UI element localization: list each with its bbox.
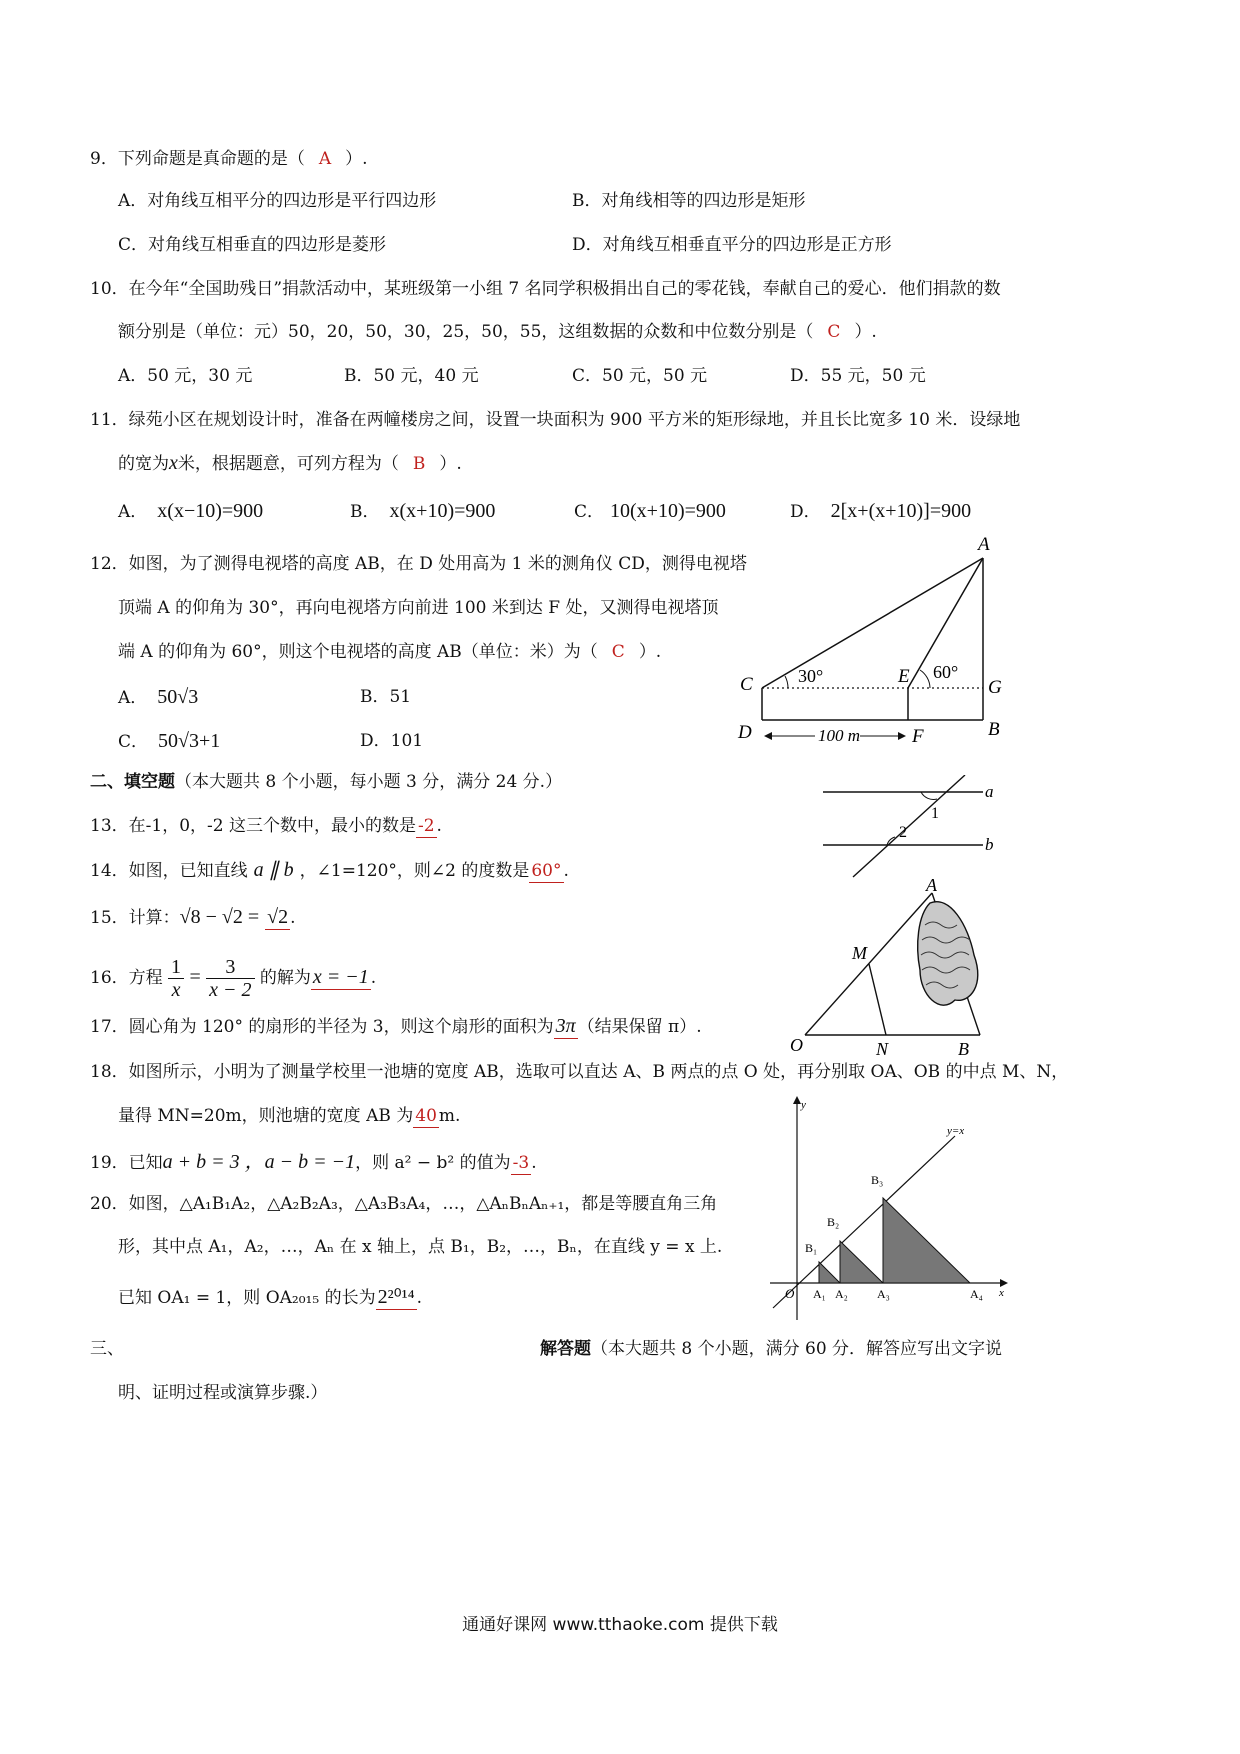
q10-line2: 额分别是（单位：元）50，20，50，30，25，50，55，这组数据的众数和中位数分别是（ C ）. [118, 322, 877, 342]
q14-answer: 60° [531, 861, 562, 881]
q10-option-b: B．50 元，40 元 [344, 366, 479, 386]
q14-label-a: a [985, 782, 994, 801]
q12-angle-60: 60° [933, 662, 959, 682]
q20-answer: 2²⁰¹⁴ [377, 1286, 415, 1308]
q19: 19．已知a + b = 3 ，a − b = −1，则 a² − b² 的值为 -3 . [90, 1151, 537, 1173]
q20-axis-y: y [801, 1099, 806, 1111]
q20-line-label: y=x [947, 1125, 965, 1137]
section3-line2: 明、证明过程或演算步骤.） [118, 1383, 328, 1403]
q20-label-a3: A₃ [877, 1287, 890, 1301]
q20-label-b1: B₁ [805, 1241, 818, 1255]
q19-answer: -3 [512, 1153, 530, 1173]
q17: 17．圆心角为 120° 的扇形的半径为 3，则这个扇形的面积为 3π （结果保留 π）. [90, 1015, 702, 1037]
q20-origin: O [785, 1286, 795, 1301]
q20-figure [765, 1090, 1020, 1325]
q11-option-c: C． 10(x+10)=900 [574, 500, 726, 522]
q12-label-b: B [988, 719, 1000, 740]
footer: 通通好课网 www.tthaoke.com 提供下载 [462, 1615, 778, 1635]
q18-label-o: O [790, 1035, 803, 1055]
q15-answer: √2 [267, 906, 289, 928]
q14-angle-1: 1 [931, 805, 939, 822]
q12-angle-30: 30° [798, 666, 824, 686]
q18-label-n: N [876, 1039, 889, 1059]
q18-line1: 18．如图所示，小明为了测量学校里一池塘的宽度 AB，选取可以直达 A、B 两点的点 O 处，再分别取 OA、OB 的中点 M、N， [90, 1062, 1069, 1082]
q12-figure [730, 530, 1030, 750]
q16-frac-left: $\frac{1}{x}$ [168, 956, 184, 1001]
q12-label-g: G [988, 677, 1002, 698]
q10-option-a: A．50 元，30 元 [118, 366, 253, 386]
q11-line2: 的宽为x米，根据题意，可列方程为（ B ）. [118, 452, 462, 474]
q9-option-b: B．对角线相等的四边形是矩形 [572, 191, 806, 211]
q12-label-f: F [912, 726, 924, 747]
q14: 14．如图，已知直线 a ∥ b ，∠1=120°，则∠2 的度数是 60° . [90, 859, 569, 881]
q16-answer: x = −1 [312, 966, 369, 988]
q13-answer: -2 [417, 816, 435, 836]
q14-angle-2: 2 [899, 824, 907, 841]
q10-option-d: D．55 元，50 元 [790, 366, 926, 386]
q12-option-a: A． 50√3 [118, 686, 199, 708]
q20-label-a4: A₄ [970, 1287, 983, 1301]
q12-answer: C [611, 642, 625, 662]
q9-option-a: A．对角线互相平分的四边形是平行四边形 [118, 191, 437, 211]
q12-label-e: E [898, 666, 910, 687]
q9-answer: A [318, 149, 332, 169]
q9-option-d: D．对角线互相垂直平分的四边形是正方形 [572, 235, 892, 255]
q18-label-m: M [852, 943, 867, 963]
q10-option-c: C．50 元，50 元 [572, 366, 708, 386]
q10-answer: C [827, 322, 841, 342]
q11-option-b: B． x(x+10)=900 [350, 500, 496, 522]
q9-stem: 9．下列命题是真命题的是（ A ）. [90, 149, 368, 169]
q20-line2: 形，其中点 A₁，A₂，…，Aₙ 在 x 轴上，点 B₁，B₂，…，Bₙ，在直线 y = x 上. [118, 1237, 723, 1257]
q11-option-d: D． 2[x+(x+10)]=900 [790, 500, 972, 522]
section3-header: 解答题（本大题共 8 个小题，满分 60 分．解答应写出文字说 [540, 1339, 1003, 1359]
q11-option-a: A． x(x−10)=900 [118, 500, 264, 522]
q18-label-a: A [926, 875, 937, 895]
q12-line1: 12．如图，为了测得电视塔的高度 AB，在 D 处用高为 1 米的测角仪 CD，测得电视塔 [90, 554, 747, 574]
q14-label-b: b [985, 835, 994, 854]
q12-dist: 100 m [818, 726, 861, 745]
section2-header: 二、填空题（本大题共 8 个小题，每小题 3 分，满分 24 分.） [90, 772, 563, 792]
q9-option-c: C．对角线互相垂直的四边形是菱形 [118, 235, 387, 255]
q12-label-c: C [740, 674, 753, 695]
q20-label-a1: A₁ [813, 1287, 826, 1301]
q11-answer: B [412, 454, 426, 474]
q14-figure [815, 775, 1015, 885]
q20-axis-x: x [999, 1287, 1004, 1299]
q20-line1: 20．如图，△A₁B₁A₂，△A₂B₂A₃，△A₃B₃A₄，…，△AₙBₙAₙ₊₁，都是等腰直角三角 [90, 1194, 718, 1214]
q12-option-b: B．51 [360, 687, 412, 707]
q20-line3: 已知 OA₁ = 1，则 OA₂₀₁₅ 的长为 2²⁰¹⁴ . [118, 1286, 422, 1308]
q12-option-c: C． 50√3+1 [118, 730, 221, 752]
q18-line2: 量得 MN=20m，则池塘的宽度 AB 为 40 m. [118, 1106, 461, 1126]
q12-option-d: D．101 [360, 731, 424, 751]
q12-label-a: A [978, 534, 990, 555]
q10-line1: 10．在今年“全国助残日”捐款活动中，某班级第一小组 7 名同学积极捐出自己的零花钱，奉献自己的爱心．他们捐款的数 [90, 279, 1001, 299]
q18-label-b: B [958, 1039, 969, 1059]
q12-line3: 端 A 的仰角为 60°，则这个电视塔的高度 AB（单位：米）为（ C ）. [118, 642, 662, 662]
q17-answer: 3π [555, 1015, 576, 1037]
q16: 16．方程 $\frac{1}{x}$ = $\frac{3}{x - 2}$ 的解为 x = −1 . [90, 956, 377, 1001]
q20-label-b2: B₂ [827, 1215, 840, 1229]
section3-number: 三、 [90, 1339, 124, 1359]
q18-figure [780, 875, 995, 1060]
q11-line1: 11．绿苑小区在规划设计时，准备在两幢楼房之间，设置一块面积为 900 平方米的矩形绿地，并且长比宽多 10 米．设绿地 [90, 410, 1021, 430]
q15: 15．计算：√8 − √2 = √2 . [90, 906, 296, 928]
q16-frac-right: $\frac{3}{x - 2}$ [206, 956, 254, 1001]
q18-answer: 40 [415, 1106, 437, 1126]
q20-label-b3: B₃ [871, 1173, 884, 1187]
q20-label-a2: A₂ [835, 1287, 848, 1301]
q12-label-d: D [738, 722, 752, 743]
q12-line2: 顶端 A 的仰角为 30°，再向电视塔方向前进 100 米到达 F 处，又测得电视塔顶 [118, 598, 719, 618]
q13: 13．在-1，0，-2 这三个数中，最小的数是 -2 . [90, 816, 442, 836]
